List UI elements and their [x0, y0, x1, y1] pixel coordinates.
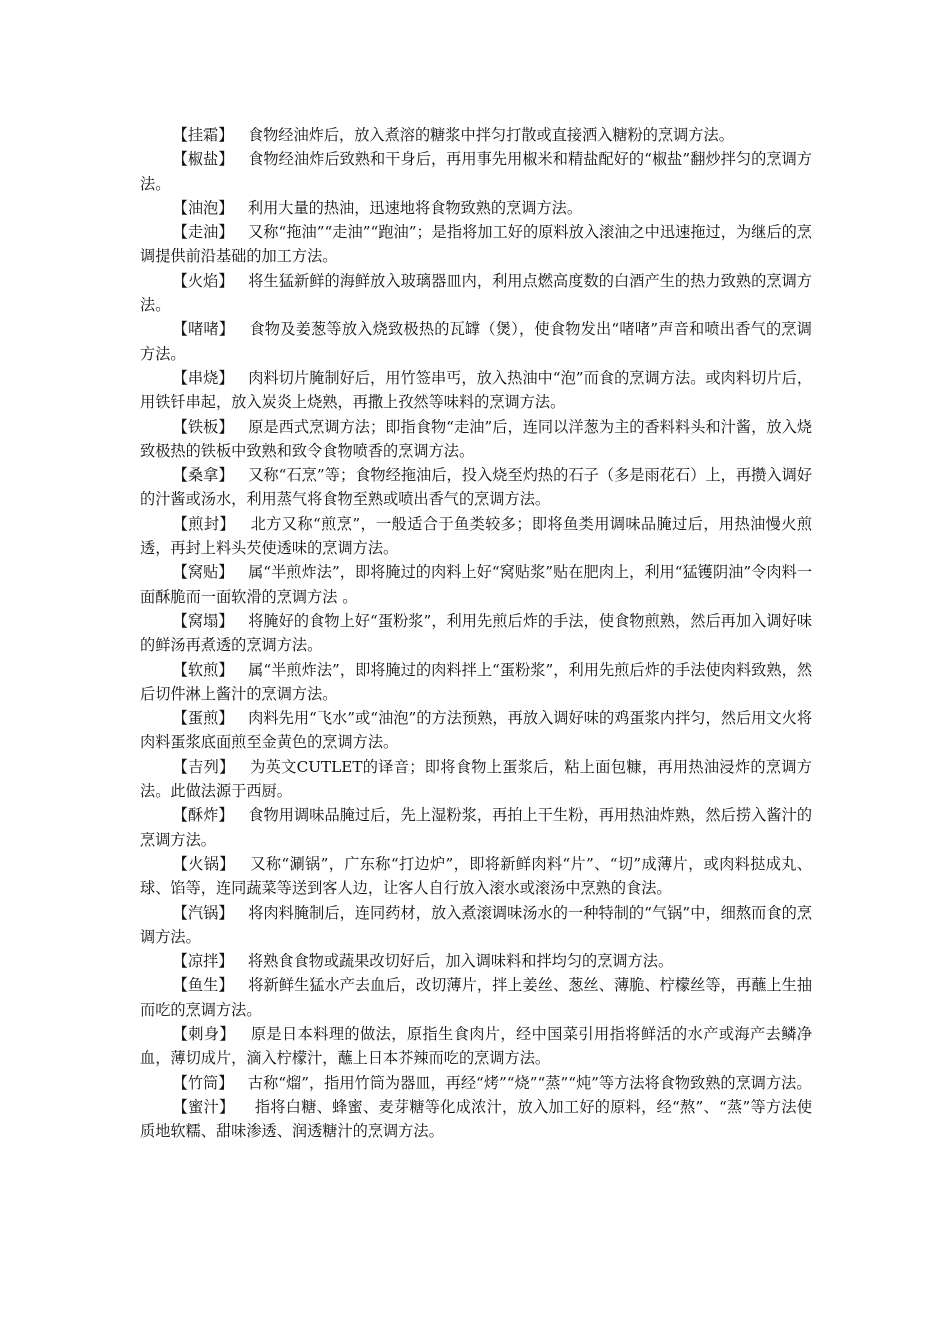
entry-term: 【火焰】	[172, 271, 234, 290]
entry-sangna	[140, 463, 812, 512]
entry-jilie	[140, 755, 812, 804]
entry-definition: 食物及姜葱等放入烧致极热的瓦罉（煲），使食物发出“啫啫”声音和喷出香气的烹调方法。	[140, 320, 812, 363]
entry-cishen	[140, 1022, 812, 1071]
entry-definition: 食物经油炸后致熟和干身后，再用事先用椒米和精盐配好的“椒盐”翻炒拌匀的烹调方法。	[140, 150, 813, 193]
entry-definition: 北方又称“煎烹”，一般适合于鱼类较多；即将鱼类用调味品腌过后，用热油慢火煎透，再封上料头芡使透味的烹调方法。	[140, 514, 813, 558]
entry-definition: 指将白糖、蜂蜜、麦芽糖等化成浓汁，放入加工好的原料，经“熬”、“蒸”等方法使质地软糯、甜味渗透、润透糖汁的烹调方法。	[140, 1097, 813, 1141]
entry-definition: 将生猛新鲜的海鲜放入玻璃器皿内，利用点燃高度数的白酒产生的热力致熟的烹调方法。	[140, 271, 813, 315]
entry-definition: 将熟食食物或蔬果改切好后，加入调味料和拌均匀的烹调方法。	[247, 952, 674, 971]
entry-term: 【串烧】	[172, 368, 234, 387]
entry-term: 【煎封】	[172, 514, 236, 533]
entry-definition: 又称“涮锅”，广东称“打边炉”，即将新鲜肉料“片”、“切”成薄片，或肉料挞成丸、球、馅等，连同蔬菜等送到客人边，让客人自行放入滚水或滚汤中烹熟的食法。	[140, 854, 812, 898]
entry-huoguo	[140, 852, 812, 901]
entry-definition: 属“半煎炸法”，即将腌过的肉料拌上“蛋粉浆”，利用先煎后炸的手法使肉料致熟，然后切件淋上酱汁的烹调方法。	[140, 660, 813, 703]
entry-wota	[140, 609, 812, 658]
entry-definition: 将腌好的食物上好“蛋粉浆”，利用先煎后炸的手法，使食物煎熟，然后再加入调好味的鲜汤再煮透的烹调方法。	[140, 611, 813, 655]
entry-term: 【火锅】	[172, 854, 235, 873]
entry-definition: 为英文CUTLET的译音；即将食物上蛋浆后，粘上面包糠，再用热油浸炸的烹调方法。此做法源于西厨。	[140, 757, 813, 801]
entry-term: 【蜜汁】	[172, 1097, 235, 1116]
entry-liangban	[140, 949, 812, 973]
entry-term: 【凉拌】	[172, 952, 234, 971]
entry-jianfeng	[140, 512, 812, 561]
entry-tieban	[140, 415, 812, 464]
entry-term: 【竹筒】	[172, 1073, 234, 1092]
entry-definition: 将肉料腌制后，连同药材，放入煮滚调味汤水的一种特制的“气锅”中，细熬而食的烹调方法。	[140, 903, 813, 946]
entry-danjian	[140, 706, 812, 755]
entry-term: 【铁板】	[172, 417, 234, 436]
entry-definition: 原是西式烹调方法；即指食物“走油”后，连同以洋葱为主的香料料头和汁酱，放入烧致极热的铁板中致熟和致令食物喷香的烹调方法。	[140, 417, 813, 460]
entry-term: 【油泡】	[172, 198, 234, 217]
entry-definition: 将新鲜生猛水产去血后，改切薄片，拌上姜丝、葱丝、薄脆、柠檬丝等，再蘸上生抽而吃的烹调方法。	[140, 976, 813, 1019]
entry-term: 【汽锅】	[172, 903, 234, 922]
entry-term: 【蛋煎】	[172, 709, 234, 728]
entry-definition: 又称“石烹”等；食物经拖油后，投入烧至灼热的石子（多是雨花石）上，再攒入调好的汁酱或汤水，利用蒸气将食物至熟或喷出香气的烹调方法。	[140, 466, 813, 509]
entry-mizhi	[140, 1095, 812, 1144]
entry-wotie	[140, 560, 812, 609]
entry-yusheng	[140, 973, 812, 1022]
entry-suzha	[140, 803, 812, 852]
entry-youpao	[140, 196, 812, 220]
entry-chuanshao	[140, 366, 812, 415]
entry-term: 【酥炸】	[172, 806, 234, 825]
entry-term: 【吉列】	[172, 757, 235, 776]
entry-definition: 利用大量的热油，迅速地将食物致熟的烹调方法。	[247, 198, 583, 217]
entry-zhezhe	[140, 317, 812, 366]
entry-term: 【椒盐】	[172, 150, 234, 169]
entry-term: 【走油】	[172, 223, 234, 242]
entry-definition: 原是日本料理的做法，原指生食肉片，经中国菜引用指将鲜活的水产或海产去鳞净血，薄切成片，滴入柠檬汁，蘸上日本芥辣而吃的烹调方法。	[140, 1024, 813, 1068]
entry-term: 【挂霜】	[172, 126, 234, 144]
entry-definition: 肉料切片腌制好后，用竹签串丐，放入热油中“泡”而食的烹调方法。或肉料切片后，用铁钎串起，放入炭炎上烧熟，再撒上孜然等味料的烹调方法。	[140, 368, 813, 412]
entry-definition: 食物用调味品腌过后，先上湿粉浆，再拍上干生粉，再用热油炸熟，然后捞入酱汁的烹调方法。	[140, 806, 813, 849]
entry-definition: 肉料先用“飞水”或“油泡”的方法预熟，再放入调好味的鸡蛋浆内拌匀，然后用文火将肉料蛋浆底面煎至金黄色的烹调方法。	[140, 709, 813, 752]
entry-definition: 又称“拖油”“走油”“跑油”；是指将加工好的原料放入滚油之中迅速拖过，为继后的烹调提供前沿基础的加工方法。	[140, 223, 812, 266]
entry-term: 【刺身】	[172, 1024, 236, 1043]
entry-huoyan	[140, 269, 812, 318]
entry-term: 【窝塌】	[172, 611, 234, 630]
entry-guashuang	[140, 123, 812, 147]
entry-zouyou	[140, 220, 812, 269]
entry-term: 【鱼生】	[172, 976, 234, 995]
entry-definition: 属“半煎炸法”，即将腌过的肉料上好“窝贴浆”贴在肥肉上，利用“猛镬阴油”令肉料一面酥脆而一面软滑的烹调方法 。	[140, 563, 813, 606]
entry-definition: 古称“熘”，指用竹筒为器皿，再经“烤”“烧”“蒸”“炖”等方法将食物致熟的烹调方法。	[247, 1073, 812, 1092]
entry-ruanjian	[140, 658, 812, 707]
entry-zhutong	[140, 1071, 812, 1095]
entry-term: 【啫啫】	[172, 320, 235, 339]
entry-term: 【软煎】	[172, 660, 234, 679]
entry-term: 【窝贴】	[172, 563, 234, 582]
entry-jiaoyan	[140, 147, 812, 196]
entry-qiguo	[140, 901, 812, 950]
entry-definition: 食物经油炸后，放入煮溶的糖浆中拌匀打散或直接洒入糖粉的烹调方法。	[247, 126, 734, 144]
document-page	[140, 123, 812, 1143]
entry-term: 【桑拿】	[172, 466, 234, 485]
